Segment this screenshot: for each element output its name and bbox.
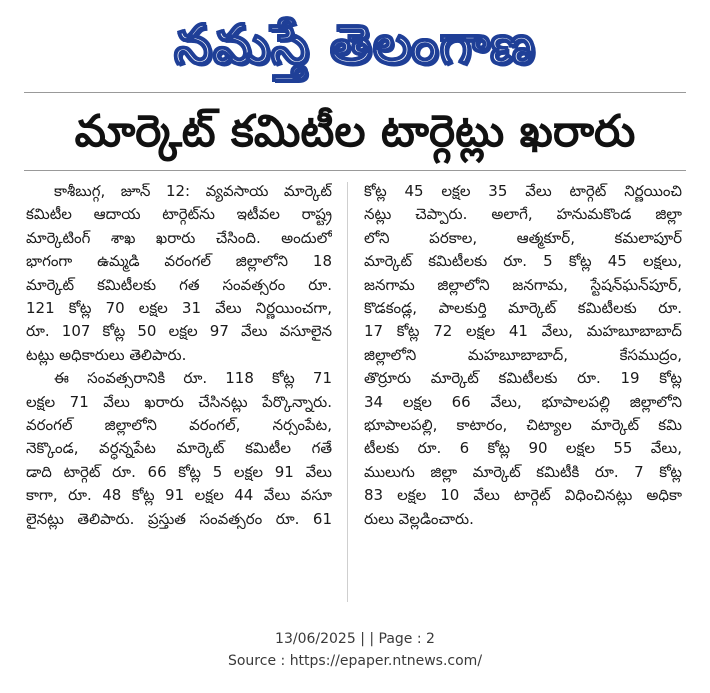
text-line: కాగా, రూ. 48 కోట్ల 91 లక్షల 44 వేలు వసూ bbox=[26, 486, 332, 505]
text-line: నట్లు చెప్పారు. అలాగే, హనుమకొండ జిల్లా bbox=[364, 205, 682, 224]
footer-meta bbox=[0, 628, 710, 650]
footer-separator: | | bbox=[360, 631, 375, 647]
text-line: ఈ సంవత్సరానికి రూ. 118 కోట్ల 71 bbox=[54, 369, 332, 388]
source-link[interactable]: https://epaper.ntnews.com/ bbox=[289, 653, 483, 669]
text-line: తొర్రూరు మార్కెట్ కమిటీలకు రూ. 19 కోట్ల bbox=[364, 369, 682, 388]
text-line: లోని పరకాల, ఆత్మకూర్, కమలాపూర్ bbox=[364, 228, 682, 247]
text-line: వరంగల్ జిల్లాలోని వరంగల్, నర్సంపేట, bbox=[26, 416, 332, 435]
text-line: భాగంగా ఉమ్మడి వరంగల్ జిల్లాలోని 18 bbox=[26, 252, 332, 271]
text-line: నెక్కొండ, వర్ధన్నపేట మార్కెట్ కమిటీల గతే bbox=[26, 439, 332, 458]
footer-source bbox=[0, 650, 710, 672]
text-line: ములుగు జిల్లా మార్కెట్ కమిటీకి రూ. 7 కోట్ల bbox=[364, 462, 682, 481]
text-line: డాది టార్గెట్ రూ. 66 కోట్ల 5 లక్షల 91 వేలు bbox=[26, 462, 332, 481]
text-line: కోట్ల 45 లక్షల 35 వేలు టార్గెట్ నిర్ణయించి bbox=[364, 182, 682, 200]
column-divider bbox=[347, 182, 348, 602]
text-line: జిల్లాలోని మహబూబాబాద్, కేసముద్రం, bbox=[364, 345, 682, 364]
text-line: 34 లక్షల 66 వేలు, భూపాలపల్లి జిల్లాలోని bbox=[364, 392, 682, 411]
text-line: భూపాలపల్లి, కాటారం, చిట్యాల మార్కెట్ కమి bbox=[364, 416, 682, 435]
text-line: టట్లు అధికారులు తెలిపారు. bbox=[26, 345, 187, 364]
text-line: కొడకండ్ల, పాలకుర్తి మార్కెట్ కమిటీలకు రూ. bbox=[364, 299, 682, 318]
text-line: మార్కెట్ కమిటీలకు రూ. 5 కోట్ల 45 లక్షలు, bbox=[364, 252, 682, 271]
text-line: మార్కెటింగ్ శాఖ ఖరారు చేసింది. అందులో bbox=[26, 228, 332, 247]
article-right-column bbox=[364, 180, 682, 531]
source-label: Source : bbox=[227, 653, 286, 669]
article-left-column bbox=[26, 180, 332, 531]
publish-date: 13/06/2025 bbox=[275, 631, 356, 647]
text-line: లక్షల 71 వేలు ఖరారు చేసినట్లు పేర్కొన్నారు. bbox=[26, 392, 332, 411]
text-line: మార్కెట్ కమిటీలకు గత సంవత్సరం రూ. bbox=[26, 275, 332, 294]
text-line: జనగామ జిల్లాలోని జనగామ, స్టేషన్‌ఘన్‌పూర్, bbox=[364, 275, 682, 294]
text-line: 121 కోట్ల 70 లక్షల 31 వేలు నిర్ణయించగా, bbox=[26, 299, 332, 318]
text-line: కాశీబుగ్గ, జూన్ 12: వ్యవసాయ మార్కెట్ bbox=[54, 182, 332, 200]
text-line: లైనట్లు తెలిపారు. ప్రస్తుత సంవత్సరం రూ. 61 bbox=[26, 509, 332, 528]
masthead bbox=[0, 6, 710, 86]
text-line: రూ. 107 కోట్ల 50 లక్షల 97 వేలు వసూలైన bbox=[26, 322, 332, 341]
masthead-divider bbox=[24, 92, 686, 93]
text-line: 83 లక్షల 10 వేలు టార్గెట్ విధించినట్లు అధికా bbox=[364, 486, 682, 505]
text-line: టీలకు రూ. 6 కోట్ల 90 లక్షల 55 వేలు, bbox=[364, 439, 682, 458]
text-line: కమిటీల ఆదాయ టార్గెట్‌ను ఇటీవల రాష్ట్ర bbox=[26, 205, 332, 224]
text-line: 17 కోట్ల 72 లక్షల 41 వేలు, మహబూబాబాద్ bbox=[364, 322, 682, 341]
page-number: Page : 2 bbox=[378, 631, 435, 647]
article-headline: మార్కెట్ కమిటీల టార్గెట్లు ఖరారు bbox=[74, 106, 636, 157]
headline-divider bbox=[24, 170, 686, 171]
text-line: రులు వెల్లడించారు. bbox=[364, 509, 474, 528]
footer bbox=[0, 628, 710, 672]
masthead-logo: నమస్తే తెలంగాణ bbox=[174, 13, 536, 76]
